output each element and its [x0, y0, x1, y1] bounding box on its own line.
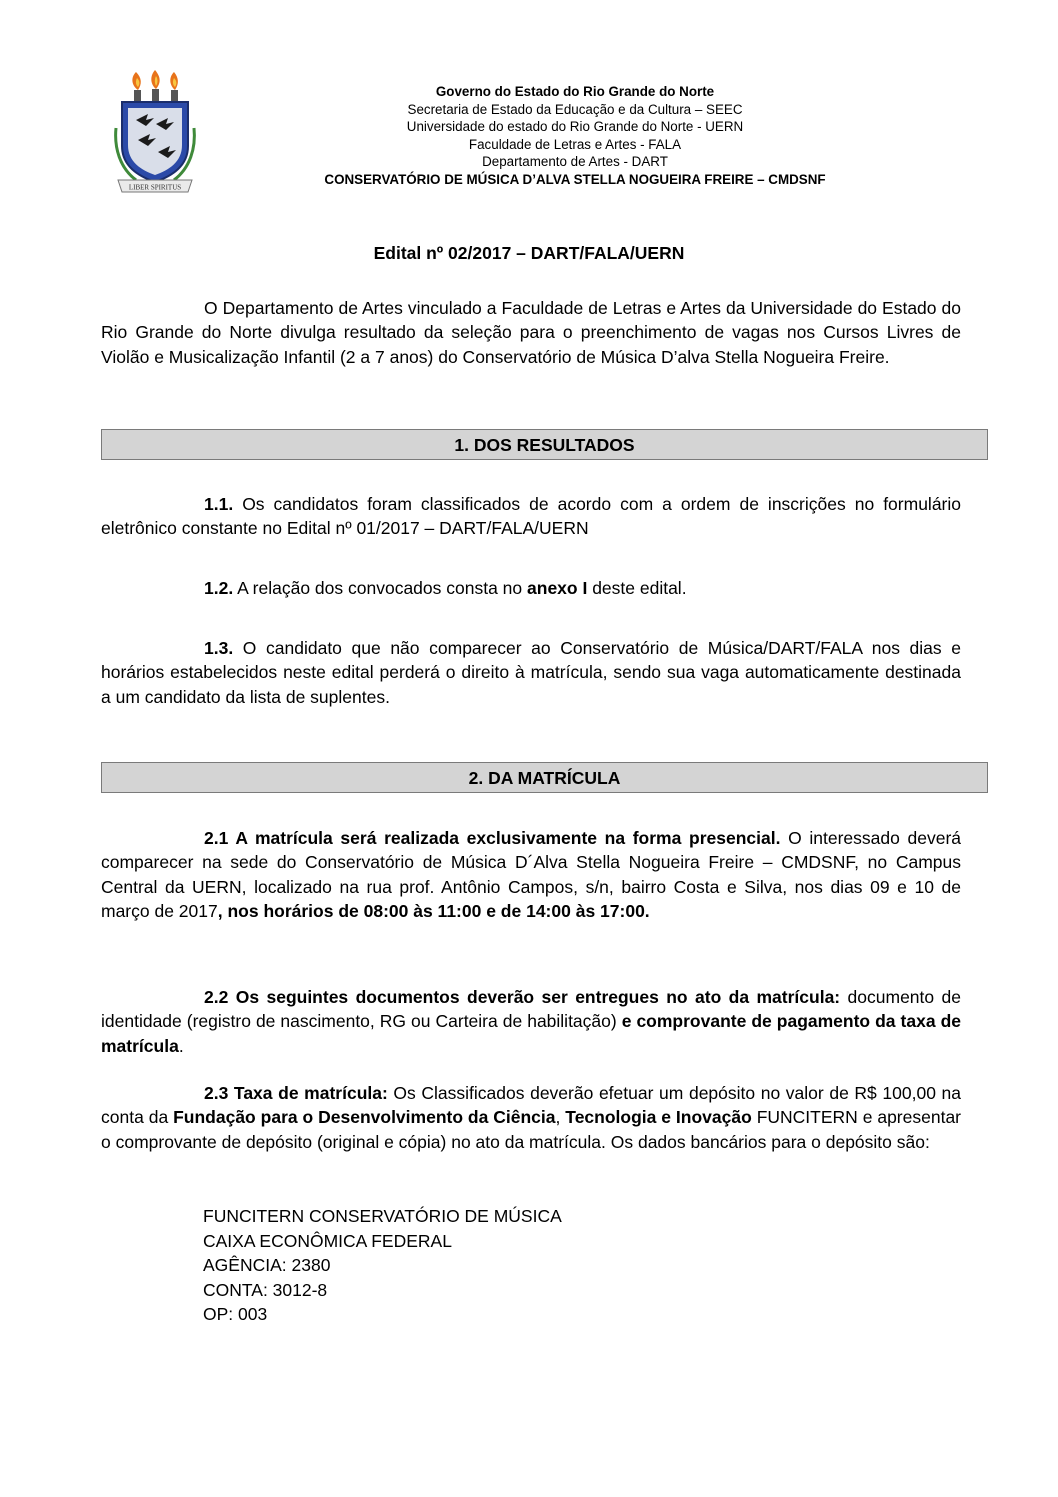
paragraph-text: deste edital.	[587, 578, 687, 598]
intro-text: O Departamento de Artes vinculado a Faculdade de Letras e Artes da Universidade do Estado do Rio Grande do Norte divulga resultado da seleção para o preenchimento de vagas nos Cursos Livres de Violão e Musicalização Infantil (2 a 7 anos) do Conservatório de Música D’alva Stella Nogueira Freire.	[101, 298, 961, 367]
paragraph-text: FUNCITERN e apresentar o comprovante de depósito (original e cópia) no ato da matrícula. Os dados bancários para o depósito são:	[101, 1107, 962, 1152]
bank-name: CAIXA ECONÔMICA FEDERAL	[203, 1230, 452, 1251]
bank-operation: OP: 003	[203, 1304, 268, 1324]
paragraph-lead: 2.1 A matrícula será realizada exclusivamente na forma presencial.	[204, 828, 781, 848]
paragraph-text: Os candidatos foram classificados de acordo com a ordem de inscrições no formulário eletrônico constante no Edital nº 01/2017 – DART/FALA/UERN	[101, 494, 961, 539]
payment-proof: e comprovante de pagamento da taxa de matrícula	[101, 1011, 961, 1056]
paragraph-text: O interessado deverá comparecer na sede do Conservatório de Música D´Alva Stella Nogueira Freire – CMDSNF, no Campus Central da UERN, localizado na rua prof. Antônio Campos, s/n, bairro Costa e Silva, nos dias 09 e 10 de março de 2017	[101, 828, 962, 922]
paragraph-number: 1.1.	[204, 494, 234, 514]
section-heading-enrollment: 2. DA MATRÍCULA	[101, 762, 988, 793]
intro-paragraph	[101, 296, 961, 369]
paragraph-end: .	[178, 1035, 184, 1056]
header-secretariat: Secretaria de Estado da Educação e da Cultura – SEEC	[407, 101, 743, 117]
section-heading-results: 1. DOS RESULTADOS	[101, 429, 988, 460]
bank-agency: AGÊNCIA: 2380	[203, 1255, 331, 1275]
header-university: Universidade do estado do Rio Grande do Norte - UERN	[406, 119, 744, 135]
paragraph-text: A relação dos convocados consta no	[233, 578, 528, 598]
paragraph-2-1	[101, 826, 961, 924]
bank-account-holder: FUNCITERN CONSERVATÓRIO DE MÚSICA	[203, 1206, 562, 1226]
paragraph-number: 1.2.	[204, 578, 234, 598]
logo-motto: LIBER SPIRITUS	[128, 183, 182, 192]
paragraph-lead: 2.3 Taxa de matrícula:	[204, 1083, 388, 1103]
header-department: Departamento de Artes - DART	[482, 154, 668, 170]
header-government: Governo do Estado do Rio Grande do Norte	[435, 84, 715, 99]
paragraph-1-1	[101, 492, 961, 541]
paragraph-text: O candidato que não comparecer ao Conservatório de Música/DART/FALA nos dias e horários estabelecidos neste edital perderá o direito à matrícula, sendo sua vaga automaticamente destinada a um candidato da lista de suplentes.	[101, 638, 961, 707]
paragraph-text: documento de identidade (registro de nascimento, RG ou Carteira de habilitação)	[101, 987, 961, 1032]
paragraph-lead: 2.2 Os seguintes documentos deverão ser entregues no ato da matrícula:	[204, 987, 841, 1007]
header-conservatory: CONSERVATÓRIO DE MÚSICA D’ALVA STELLA NOGUEIRA FREIRE – CMDSNF	[324, 171, 826, 187]
foundation-name: Fundação para o Desenvolvimento da Ciência	[173, 1107, 556, 1128]
annex-reference: anexo I	[527, 578, 588, 598]
foundation-name-cont: Tecnologia e Inovação	[565, 1107, 752, 1128]
bank-details	[203, 1204, 562, 1327]
enrollment-hours: , nos horários de 08:00 às 11:00 e de 14:00 às 17:00.	[217, 901, 650, 922]
torch-flames-icon	[132, 70, 178, 104]
uern-crest-logo	[112, 68, 198, 200]
paragraph-number: 1.3.	[204, 638, 234, 658]
document-title: Edital nº 02/2017 – DART/FALA/UERN	[373, 243, 685, 263]
paragraph-2-2	[101, 985, 961, 1058]
paragraph-1-3	[101, 636, 961, 709]
paragraph-text: ,	[555, 1107, 566, 1128]
header-faculty: Faculdade de Letras e Artes - FALA	[468, 136, 682, 152]
institution-header	[210, 83, 940, 189]
paragraph-text: Os Classificados deverão efetuar um depósito no valor de R$ 100,00 na conta da	[101, 1083, 961, 1128]
paragraph-1-2	[101, 576, 961, 600]
paragraph-2-3	[101, 1081, 961, 1154]
bank-account: CONTA: 3012-8	[203, 1279, 328, 1300]
